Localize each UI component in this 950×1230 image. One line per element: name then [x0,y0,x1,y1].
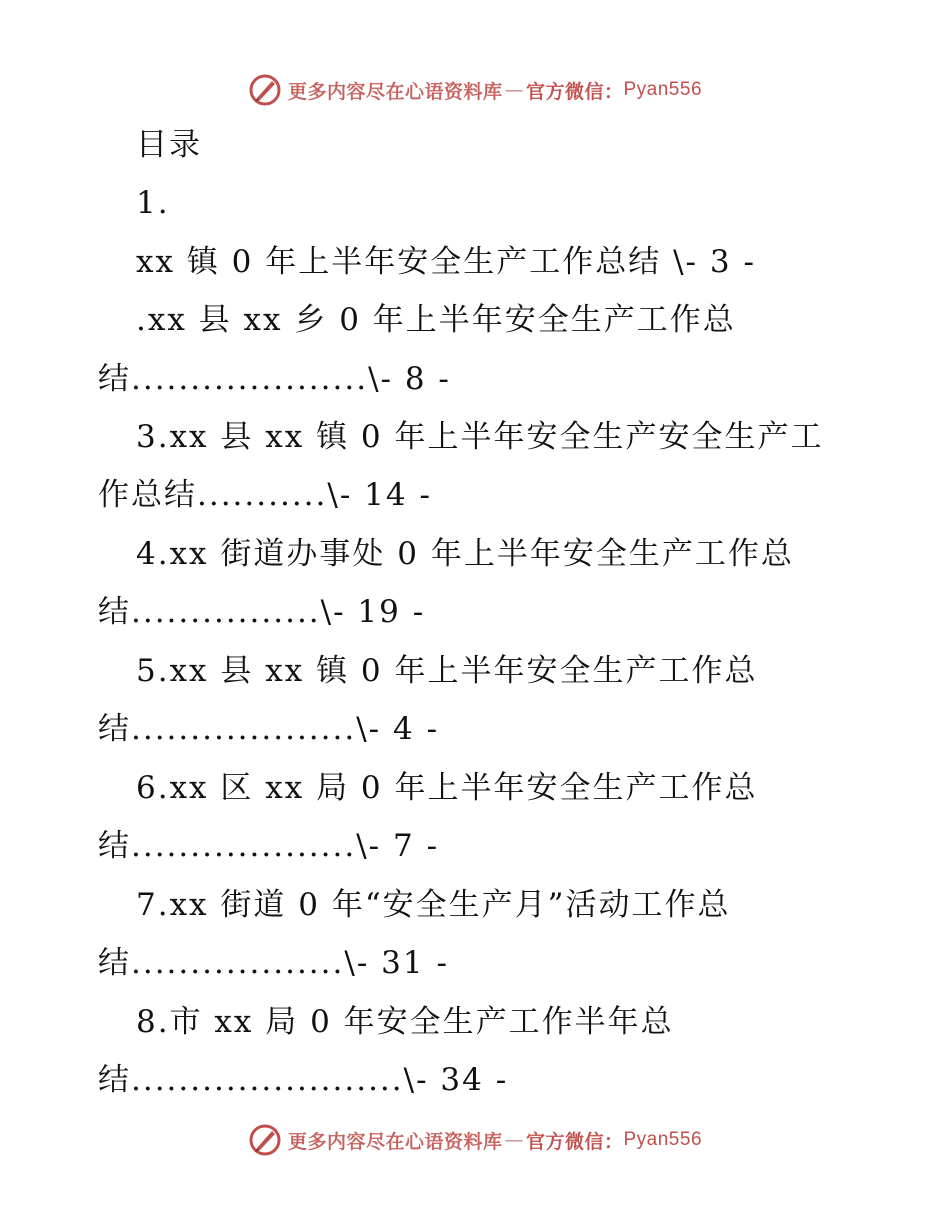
toc-line: 8.市 xx 局 0 年安全生产工作半年总 [136,1004,674,1040]
banner-separator: — [504,1129,524,1151]
toc-line: 结...................\- 7 - [98,828,440,864]
toc-line: 1. [136,185,170,221]
toc-line: 6.xx 区 xx 局 0 年上半年安全生产工作总 [136,770,758,806]
toc-line: 5.xx 县 xx 镇 0 年上半年安全生产工作总 [136,653,758,689]
toc-line: 结..................\- 31 - [98,945,449,981]
toc-heading: 目录 [136,127,202,163]
banner-wechat-id: Pyan556 [623,79,703,100]
toc-line: .xx 县 xx 乡 0 年上半年安全生产工作总 [136,302,736,338]
footer-watermark-banner [0,1120,950,1160]
banner-text: 更多内容尽在心语资料库 [287,1130,503,1153]
toc-line: 4.xx 街道办事处 0 年上半年安全生产工作总 [136,536,794,572]
toc-line: 结...................\- 4 - [98,711,440,747]
pen-logo-icon [248,73,282,107]
pen-logo-icon [248,1123,282,1157]
header-watermark-banner [0,70,950,110]
toc-line: 结.......................\- 34 - [98,1062,509,1098]
toc-line: 结................\- 19 - [98,594,426,630]
banner-text: 更多内容尽在心语资料库 [287,80,503,103]
banner-official-label: 官方微信： [525,1130,624,1153]
toc-line: xx 镇 0 年上半年安全生产工作总结 \- 3 - [136,244,756,280]
toc-line: 结....................\- 8 - [98,361,451,397]
banner-wechat-id: Pyan556 [623,1129,703,1150]
toc-line: 3.xx 县 xx 镇 0 年上半年安全生产安全生产工 [136,419,824,455]
toc-line: 7.xx 街道 0 年“安全生产月”活动工作总 [136,887,731,923]
toc-line: 作总结...........\- 14 - [98,477,432,513]
banner-official-label: 官方微信： [525,80,624,103]
banner-separator: — [504,79,524,101]
